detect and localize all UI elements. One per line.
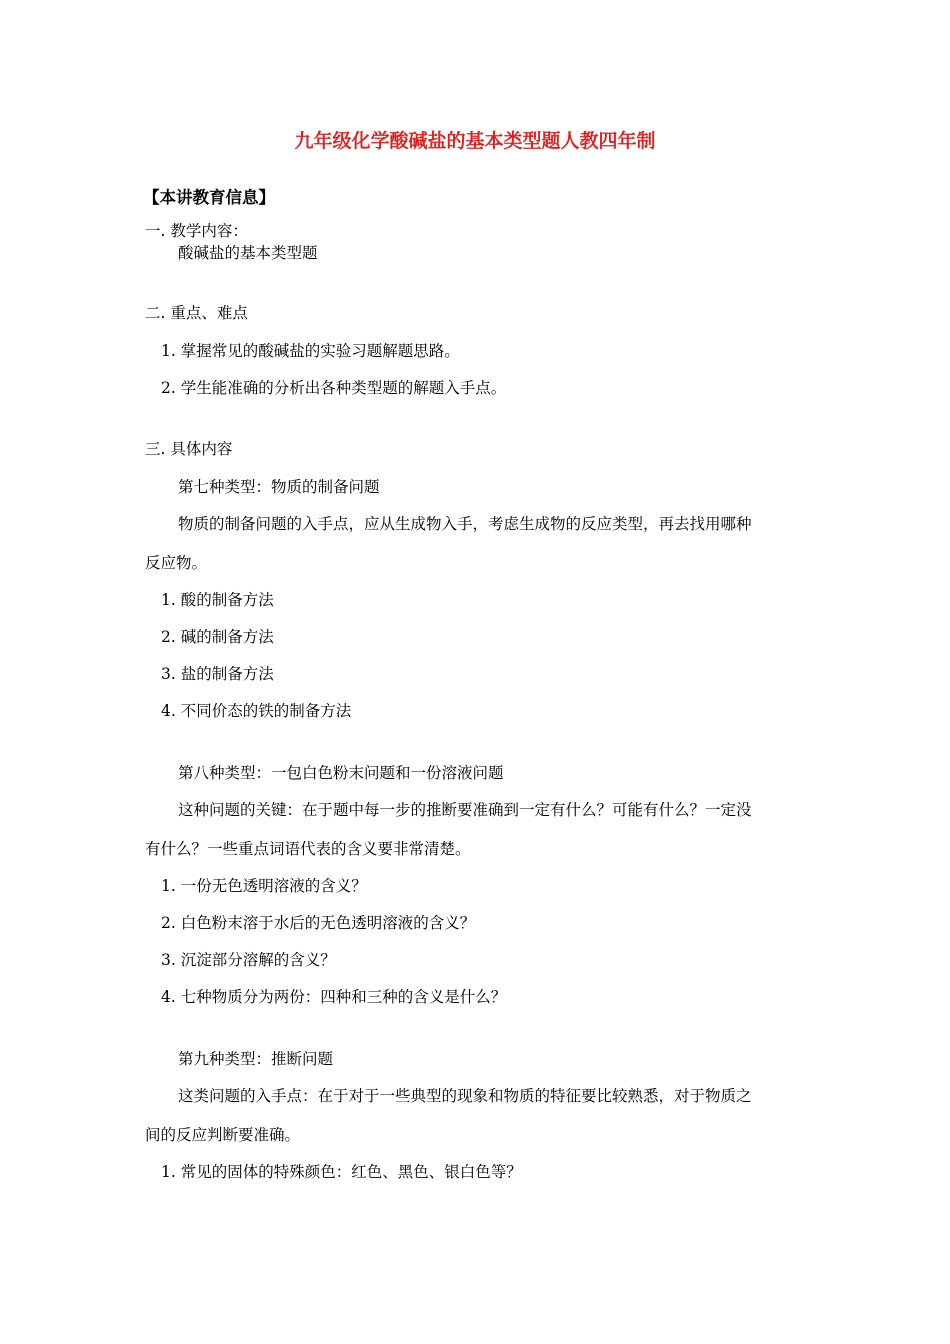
type9-desc-line1: 这类问题的入手点：在于对于一些典型的现象和物质的特征要比较熟悉，对于物质之 <box>178 1087 752 1105</box>
type9-item: 1. 常见的固体的特殊颜色：红色、黑色、银白色等？ <box>161 1163 522 1181</box>
type8-item: 1. 一份无色透明溶液的含义？ <box>161 877 367 895</box>
section3-heading: 三. 具体内容 <box>145 440 233 458</box>
type7-desc-line1: 物质的制备问题的入手点，应从生成物入手，考虑生成物的反应类型，再去找用哪种 <box>178 515 752 533</box>
section2-heading: 二. 重点、难点 <box>145 304 248 322</box>
document-title: 九年级化学酸碱盐的基本类型题人教四年制 <box>294 130 656 152</box>
type7-item: 1. 酸的制备方法 <box>161 591 274 609</box>
type7-title: 第七种类型：物质的制备问题 <box>178 478 380 496</box>
type7-item: 4. 不同价态的铁的制备方法 <box>161 702 352 720</box>
section1-content: 酸碱盐的基本类型题 <box>178 244 318 262</box>
type9-desc-line2: 间的反应判断要准确。 <box>145 1126 301 1144</box>
type9-title: 第九种类型：推断问题 <box>178 1050 334 1068</box>
type8-item: 2. 白色粉末溶于水后的无色透明溶液的含义？ <box>161 914 476 932</box>
section2-item: 1. 掌握常见的酸碱盐的实验习题解题思路。 <box>161 342 460 360</box>
type8-item: 3. 沉淀部分溶解的含义？ <box>161 951 336 969</box>
type8-title: 第八种类型：一包白色粉末问题和一份溶液问题 <box>178 764 504 782</box>
type8-desc-line2: 有什么？一些重点词语代表的含义要非常清楚。 <box>145 840 471 858</box>
type8-item: 4. 七种物质分为两份：四种和三种的含义是什么？ <box>161 988 507 1006</box>
type7-item: 2. 碱的制备方法 <box>161 628 274 646</box>
section1-heading: 一. 教学内容： <box>145 222 248 240</box>
type7-item: 3. 盐的制备方法 <box>161 665 274 683</box>
type7-desc-line2: 反应物。 <box>145 554 208 572</box>
type8-desc-line1: 这种问题的关键：在于题中每一步的推断要准确到一定有什么？可能有什么？一定没 <box>178 801 752 819</box>
info-heading: 【本讲教育信息】 <box>143 188 275 207</box>
section2-item: 2. 学生能准确的分析出各种类型题的解题入手点。 <box>161 379 507 397</box>
